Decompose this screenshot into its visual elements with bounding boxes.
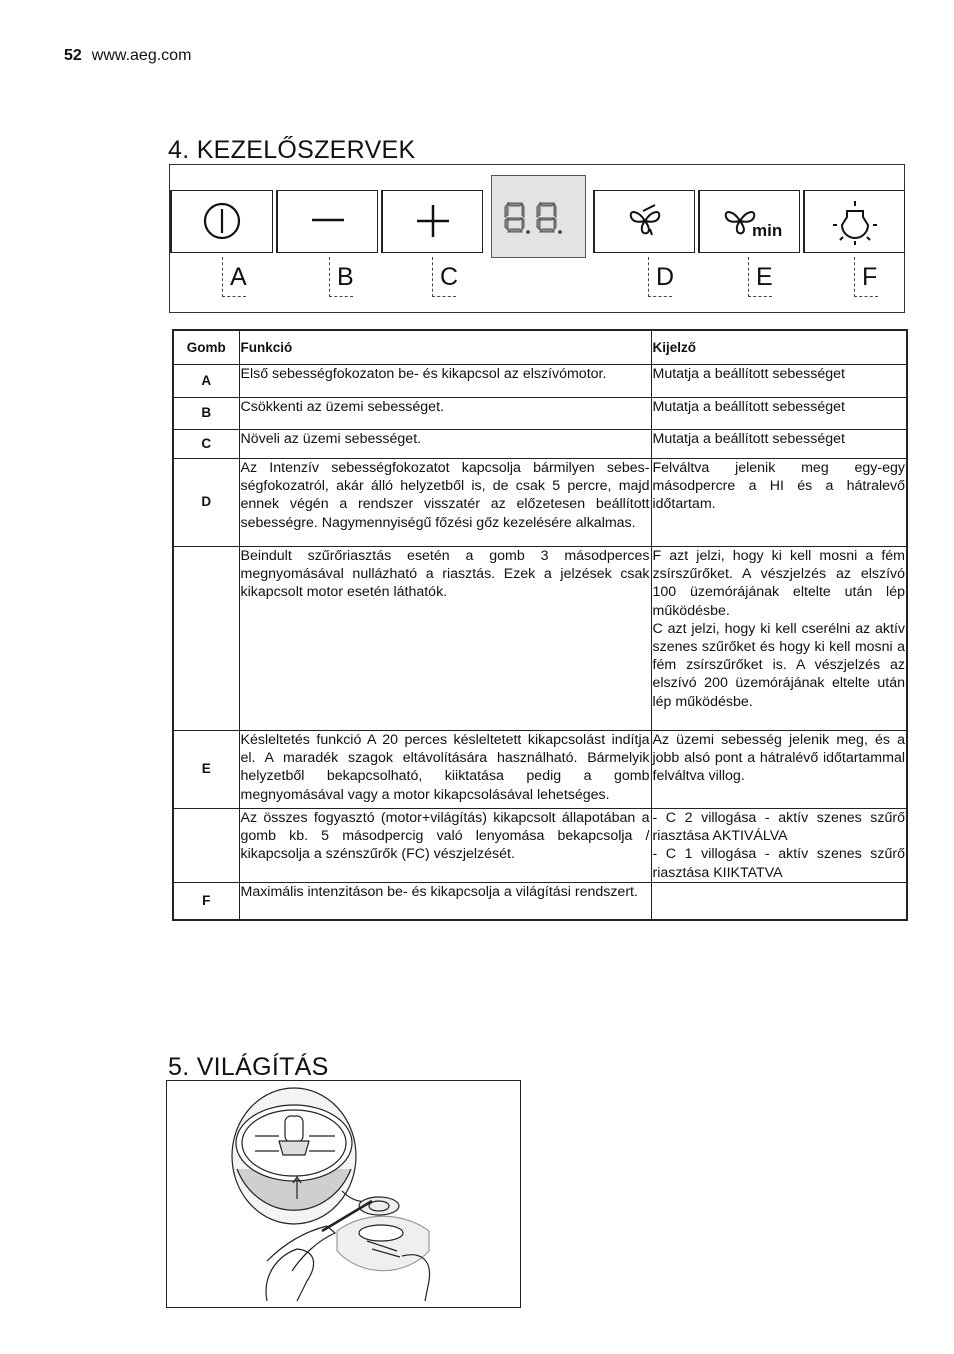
row-function: Maximális intenzitáson be- és kikapcsolja a világítási rendszert. <box>239 883 651 920</box>
row-display: Mutatja a beállított sebességet <box>651 430 907 459</box>
row-display: Mutatja a beállított sebességet <box>651 398 907 430</box>
col-header-function: Funkció <box>239 330 651 365</box>
button-e-delay <box>698 190 800 253</box>
table-header-row <box>173 330 907 365</box>
row-function: Az Intenzív sebességfokozatot kapcsolja bármilyen sebes-ségfokozatról, akár álló helyzetből is, de csak 5 percre, majd ennek végén a rendszer visszatér az előzetesen beállított sebességre. Nagymennyiségű főzési gőz kezelésére alkalmas. <box>239 459 651 547</box>
row-key <box>173 809 239 883</box>
row-key: C <box>173 430 239 459</box>
row-key: E <box>173 731 239 809</box>
page-number: 52 <box>64 47 82 64</box>
row-display: - C 2 villogása - aktív szenes szűrő riasztása AKTIVÁLVA - C 1 villogása - aktív szenes szűrő riasztása KIIKTATVA <box>652 810 905 881</box>
table-row <box>173 398 907 430</box>
fan-min-icon <box>700 191 800 251</box>
row-display: F azt jelzi, hogy ki kell mosni a fém zsírszűrőket. A vészjelzés az elszívó 100 üzemórájának eltelte után lép működésbe. C azt jelzi, hogy ki kell cserélni az aktív szenes szűrőket és hogy ki kell mosni a fém zsírszűrőket is. A vészjelzés az elszívó 200 üzemórájának eltelte után lép működésbe. <box>651 547 907 731</box>
button-b-minus <box>276 190 378 253</box>
button-d-intensive <box>593 190 695 253</box>
table-row <box>173 430 907 459</box>
table-row <box>173 365 907 398</box>
table-row <box>173 883 907 920</box>
seven-segment-display <box>492 176 587 259</box>
button-a-power <box>170 190 273 253</box>
minus-icon <box>278 191 378 251</box>
section-5-title: 5. VILÁGÍTÁS <box>168 1053 329 1081</box>
row-display: Az üzemi sebesség jelenik meg, és a jobb alsó pont a hátralévő időtartammal felváltva villog. <box>651 731 907 809</box>
row-function: Beindult szűrőriasztás esetén a gomb 3 másodperces megnyomásával nullázható a riasztás. Ezek a jelzések csak kikapcsolt motor esetén láthatók. <box>239 547 651 731</box>
row-function: Növeli az üzemi sebességet. <box>239 430 651 459</box>
controls-table <box>172 329 908 921</box>
row-function: Csökkenti az üzemi sebességet. <box>239 398 651 430</box>
page-header <box>64 47 191 65</box>
table-row <box>173 459 907 547</box>
light-icon <box>805 191 905 251</box>
row-key: F <box>173 883 239 920</box>
button-f-light <box>803 190 905 253</box>
fan-boost-icon <box>595 191 695 251</box>
site-url[interactable]: www.aeg.com <box>91 47 192 64</box>
table-row <box>173 809 907 883</box>
row-key <box>173 547 239 731</box>
row-key: A <box>173 365 239 398</box>
row-function: Első sebességfokozaton be- és kikapcsol az elszívómotor. <box>239 365 651 398</box>
row-function: Az összes fogyasztó (motor+világítás) kikapcsolt állapotában a gomb kb. 5 másodpercig való lenyomása bekapcsolja / kikapcsolja a szénszűrők (FC) vészjelzését. <box>239 809 651 883</box>
lighting-illustration <box>166 1080 521 1308</box>
row-key: B <box>173 398 239 430</box>
led-display <box>491 175 586 258</box>
section-4-title: 4. KEZELŐSZERVEK <box>168 136 416 164</box>
table-row <box>173 731 907 809</box>
button-c-plus <box>381 190 483 253</box>
row-key: D <box>173 459 239 547</box>
col-header-button: Gomb <box>173 330 239 365</box>
power-icon <box>172 191 272 251</box>
control-panel-diagram: min A B C D E F <box>169 164 905 313</box>
row-function: Késleltetés funkció A 20 perces késleltetett kikapcsolást indítja el. A maradék szagok eltávolítására használható. Bármelyik helyzetből bekapcsolható, kiiktatása pedig a gomb megnyomásával vagy a motor kikapcsolásával lehetséges. <box>239 731 651 809</box>
min-label: min <box>752 221 783 240</box>
row-display <box>651 883 907 920</box>
plus-icon <box>383 191 483 251</box>
row-display: Mutatja a beállított sebességet <box>651 365 907 398</box>
row-display: Felváltva jelenik meg egy-egy másodpercre a HI és a hátralevő időtartam. <box>651 459 907 547</box>
col-header-display: Kijelző <box>651 330 907 365</box>
lamp-replacement-drawing <box>167 1081 520 1307</box>
table-row <box>173 547 907 731</box>
